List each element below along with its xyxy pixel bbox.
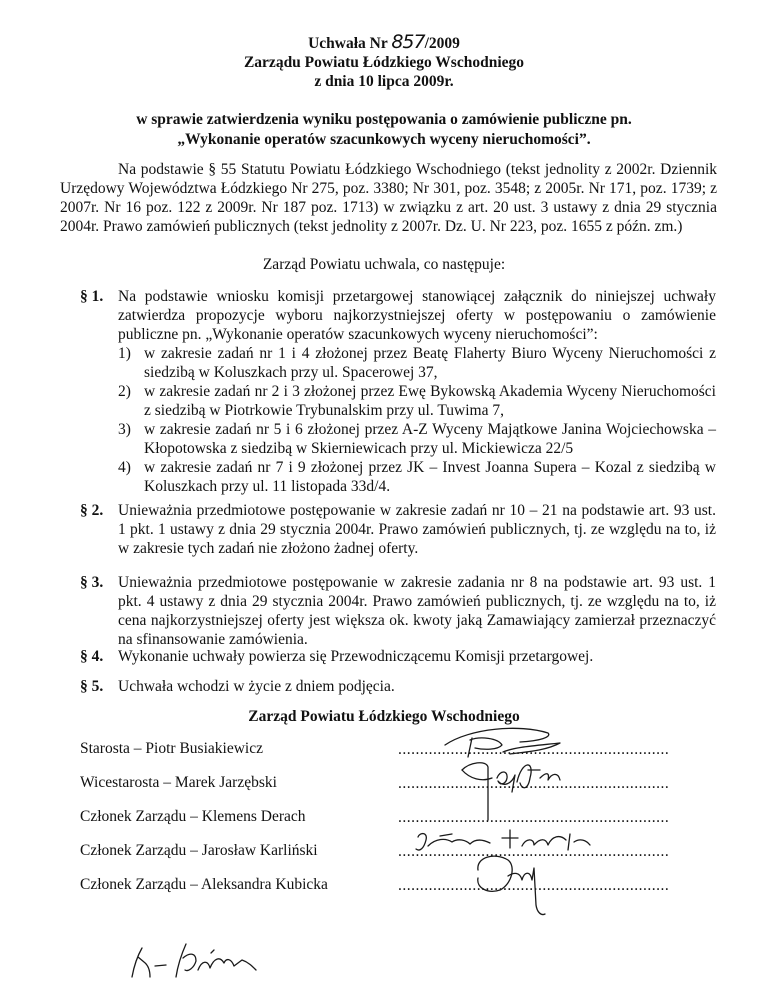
list-item-text: w zakresie zadań nr 5 i 6 złożonej przez A-Z Wyceny Majątkowe Janina Wojciechowska – Kłopotowska z siedzibą w Skierniewicach przy ul. Mickiewicza 22/5	[144, 421, 716, 457]
section-text: Unieważnia przedmiotowe postępowanie w zakresie zadań nr 10 – 21 na podstawie art. 93 ust. 1 pkt. 1 ustawy z dnia 29 stycznia 2004r. Prawo zamówień publicznych, tj. ze względu na to, iż w zakresie tych zadań nie złożono żadnej oferty.	[118, 502, 716, 557]
list-number: 2)	[118, 383, 131, 400]
resolution-number	[0, 33, 768, 53]
section-5	[80, 677, 716, 696]
resolution-subject	[0, 110, 768, 150]
issuing-body: Zarządu Powiatu Łódzkiego Wschodniego	[243, 54, 525, 71]
signature-line: ..............................................................	[398, 775, 670, 792]
resolution-number-prefix: Uchwała Nr	[308, 35, 388, 52]
list-item	[118, 420, 716, 458]
legal-basis-paragraph: Na podstawie § 55 Statutu Powiatu Łódzkiego Wschodniego (tekst jednolity z 2002r. Dziennik Urzędowy Województwa Łódzkiego Nr 275, poz. 3380; Nr 301, poz. 3548; z 2005r. Nr 171, poz. 1739; z 2007r. Nr 16 poz. 122 z 2009r. Nr 187 poz. 1713) w związku z art. 20 ust. 3 ustawy z dnia 29 stycznia 2004r. Prawo zamówień publicznych (tekst jednolity z 2007r. Dz. U. Nr 223, poz. 1655 z późn. zm.)	[60, 161, 717, 235]
section-text: Wykonanie uchwały powierza się Przewodniczącemu Komisji przetargowej.	[118, 648, 594, 665]
section-2	[80, 501, 716, 558]
signature-line: ..............................................................	[398, 741, 670, 758]
offer-list	[118, 344, 716, 496]
list-item-text: w zakresie zadań nr 1 i 4 złożonej przez Beatę Flaherty Biuro Wyceny Nieruchomości z siedzibą w Koluszkach przy ul. Spacerowej 37,	[144, 345, 716, 381]
resolution-header	[0, 33, 768, 91]
list-number: 1)	[118, 345, 131, 362]
list-item-text: w zakresie zadań nr 2 i 3 złożonej przez Ewę Bykowską Akademia Wyceny Nieruchomości z siedzibą w Piotrkowie Trybunalskim przy ul. Tuwima 7,	[144, 383, 716, 419]
member-starosta: Starosta – Piotr Busiakiewicz	[80, 740, 263, 757]
resolves-statement: Zarząd Powiatu uchwala, co następuje:	[262, 256, 506, 273]
member-kubicka: Członek Zarządu – Aleksandra Kubicka	[80, 876, 328, 893]
resolution-year: /2009	[424, 35, 460, 52]
signature-line: ..............................................................	[398, 877, 670, 894]
resolution-date: z dnia 10 lipca 2009r.	[314, 73, 454, 90]
section-mark: § 4.	[80, 648, 104, 665]
list-number: 4)	[118, 459, 131, 476]
signature-bottom-left	[132, 944, 256, 977]
list-item	[118, 344, 716, 382]
section-text: Na podstawie wniosku komisji przetargowej stanowiącej załącznik do niniejszej uchwały zatwierdza propozycje wyboru najkorzystniejszej oferty w postępowaniu o zamówienie publiczne pn. „Wykonanie operatów szacunkowych wyceny nieruchomości”:	[118, 288, 716, 343]
subject-line-2: „Wykonanie operatów szacunkowych wyceny nieruchomości”.	[177, 131, 591, 148]
section-3	[80, 573, 716, 649]
list-item	[118, 382, 716, 420]
handwritten-number: 857	[391, 31, 425, 53]
section-1	[80, 287, 716, 496]
member-wicestarosta: Wicestarosta – Marek Jarzębski	[80, 774, 277, 791]
section-4	[80, 647, 716, 666]
section-mark: § 1.	[80, 288, 104, 305]
signature-line: ..............................................................	[398, 809, 670, 826]
subject-line-1: w sprawie zatwierdzenia wyniku postępowania o zamówienie publiczne pn.	[136, 111, 632, 128]
list-item	[118, 458, 716, 496]
section-mark: § 3.	[80, 574, 104, 591]
member-karlinski: Członek Zarządu – Jarosław Karliński	[80, 842, 318, 859]
section-text: Unieważnia przedmiotowe postępowanie w zakresie zadania nr 8 na podstawie art. 93 ust. 1 pkt. 4 ustawy z dnia 29 stycznia 2004r. Prawo zamówień publicznych, tj. ze względu na to, iż cena najkorzystniejszej oferty jest większa ok. kwoty jaką Zamawiający zamierzał przeznaczyć na sfinansowanie zamówienia.	[118, 574, 716, 648]
section-mark: § 2.	[80, 502, 104, 519]
signature-line: ..............................................................	[398, 843, 670, 860]
board-title: Zarząd Powiatu Łódzkiego Wschodniego	[248, 708, 520, 725]
list-item-text: w zakresie zadań nr 7 i 9 złożonej przez JK – Invest Joanna Supera – Kozal z siedzibą w Koluszkach przy ul. 11 listopada 33d/4.	[144, 459, 716, 495]
section-mark: § 5.	[80, 678, 104, 695]
section-text: Uchwała wchodzi w życie z dniem podjęcia.	[118, 678, 395, 695]
member-derach: Członek Zarządu – Klemens Derach	[80, 808, 306, 825]
list-number: 3)	[118, 421, 131, 438]
